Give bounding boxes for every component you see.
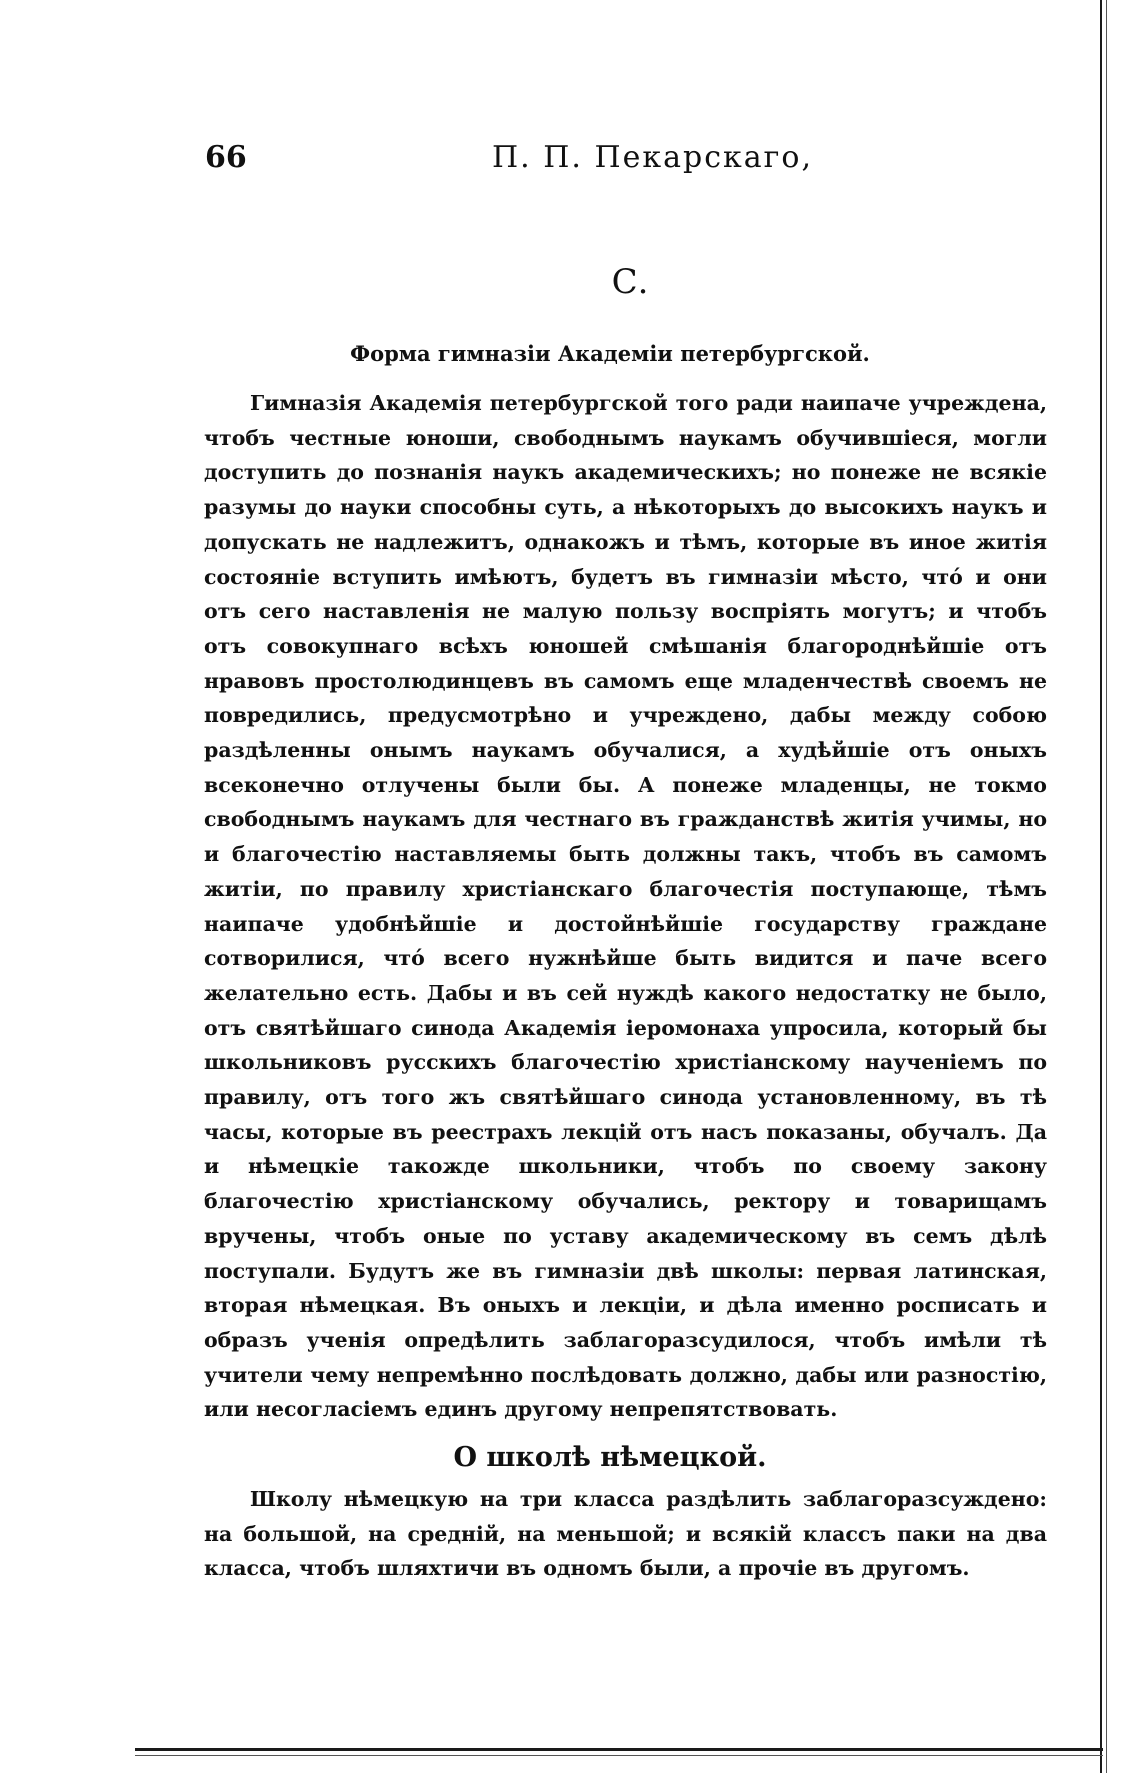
- main-paragraph: Гимназія Академія петербургской того ради наипаче учреждена, чтобъ честные юноши, свободнымъ наукамъ обучившіеся, могли доступить до познанія наукъ академическихъ; но понеже не всякіе разумы до науки способны суть, а нѣкоторыхъ до высокихъ наукъ и допускать не надлежитъ, однакожъ и тѣмъ, которые въ иное житія состояніе вступить имѣютъ, будетъ въ гимназіи мѣсто, чтó и они отъ сего наставленія не малую пользу воспріять могутъ; и чтобъ отъ совокупнаго всѣхъ юношей смѣшанія благороднѣйшіе отъ нравовъ простолюдинцевъ въ самомъ еще младенчествѣ своемъ не повредились, предусмотрѣно и учреждено, дабы между собою раздѣленны онымъ наукамъ обучалися, а худѣйшіе отъ оныхъ всеконечно отлучены были бы. А понеже младенцы, не токмо свободнымъ наукамъ для честнаго въ гражданствѣ житія учимы, но и благочестію наставляемы быть должны такъ, чтобъ въ самомъ житіи, по правилу христіанскаго благочестія поступающе, тѣмъ наипаче удобнѣйшіе и достойнѣйшіе государству граждане сотворилися, чтó всего нужнѣйше быть видится и паче всего желательно есть. Дабы и въ сей нуждѣ какого недостатку не было, отъ святѣйшаго синода Академія іеромонаха упросила, который бы школьниковъ русскихъ благочестію христіанскому наученіемъ по правилу, отъ того жъ святѣйшаго синода установленному, въ тѣ часы, которые въ реестрахъ лекцій отъ насъ показаны, обучалъ. Да и нѣмецкіе такожде школьники, чтобъ по своему закону благочестію христіанскому обучались, ректору и товарищамъ вручены, чтобъ оные по уставу академическому въ семъ дѣлѣ поступали. Будутъ же въ гимназіи двѣ школы: первая латинская, вторая нѣмецкая. Въ оныхъ и лекціи, и дѣла именно росписать и образъ ученія опредѣлить заблагоразсудилося, чтобъ имѣли тѣ учители чему непремѣнно послѣдовать должно, дабы или разностію, или несогласіемъ единъ другому непрепятствовать.: [204, 391, 1047, 1422]
- section-letter: С.: [611, 262, 649, 302]
- subsection-heading: О школѣ нѣмецкой.: [453, 1442, 767, 1474]
- running-title: П. П. Пекарскаго,: [492, 140, 813, 175]
- page-number: 66: [205, 140, 247, 175]
- running-head: [205, 140, 813, 180]
- page-edge-right-thin: [1106, 0, 1107, 1773]
- page-edge-bottom: [135, 1748, 1103, 1751]
- subsection-paragraph: Школу нѣмецкую на три класса раздѣлить заблагоразсуждено: на большой, на средній, на меньшой; и всякій классъ паки на два класса, чтобъ шляхтичи въ одномъ были, а прочіе въ другомъ.: [204, 1487, 1047, 1581]
- page-edge-bottom-thin: [135, 1755, 1103, 1756]
- section-heading: Форма гимназіи Академіи петербургской.: [350, 341, 870, 367]
- page-edge-right: [1100, 0, 1102, 1773]
